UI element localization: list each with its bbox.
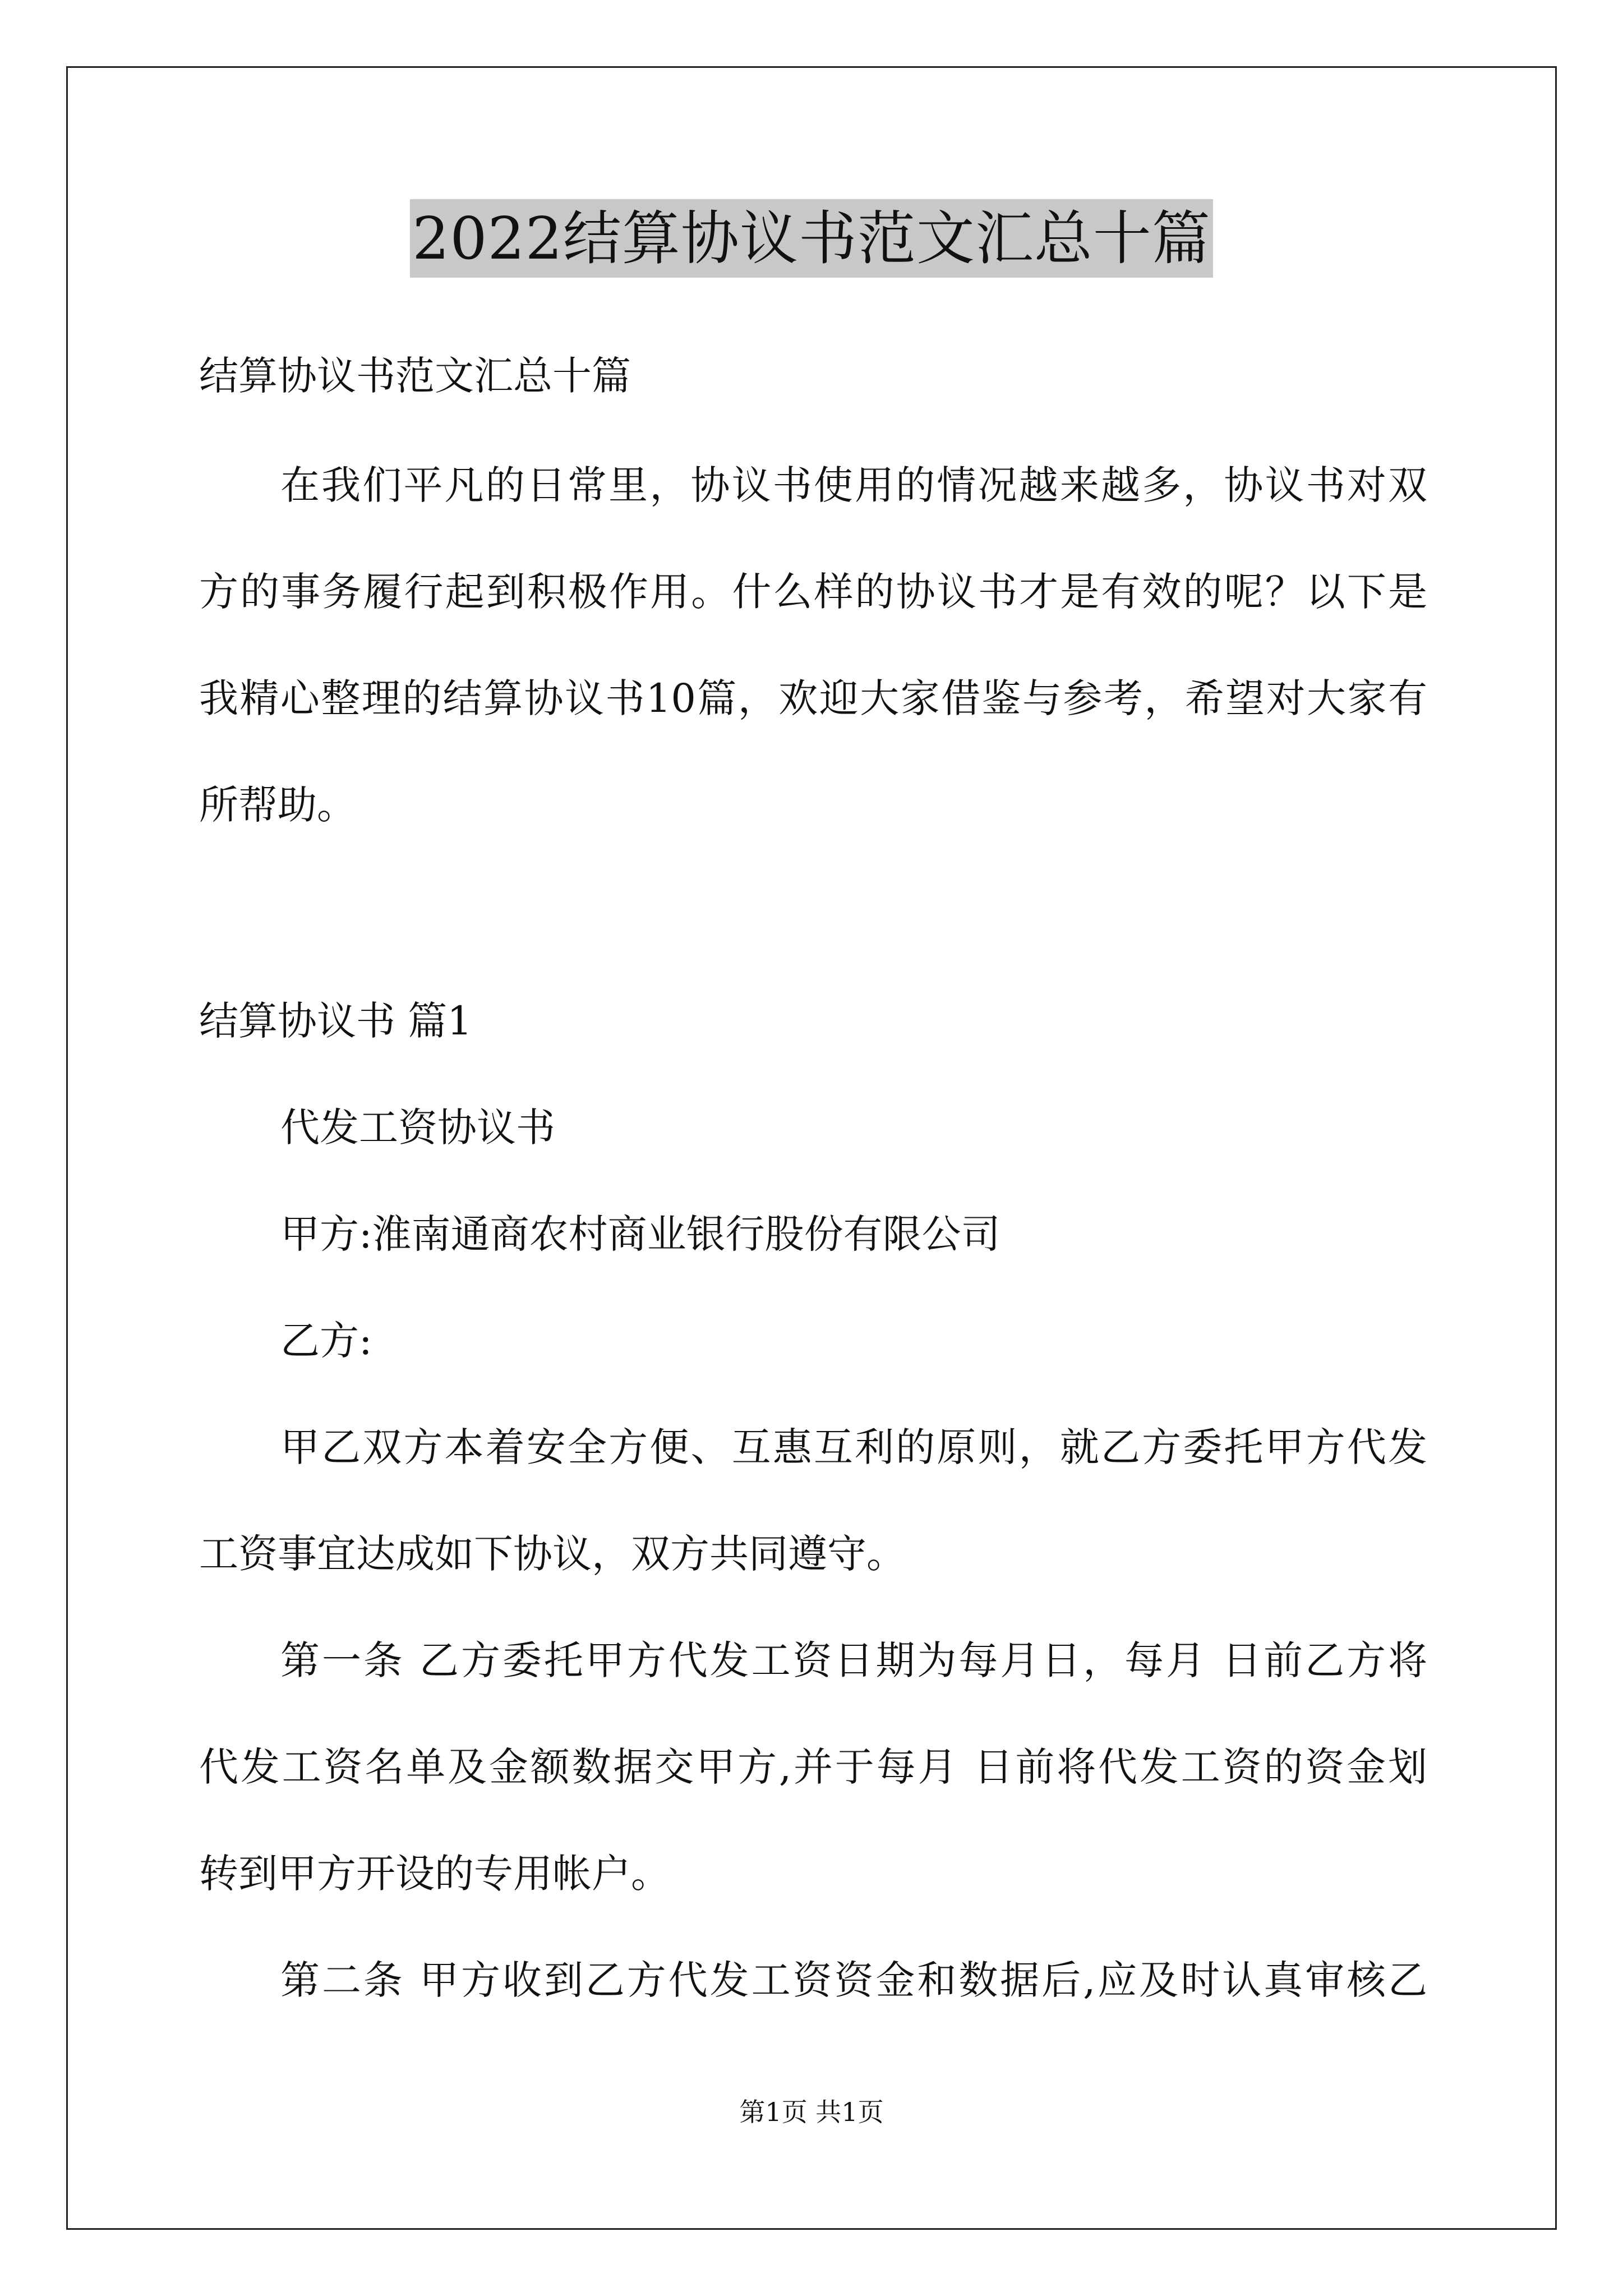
party-a: 甲方:淮南通商农村商业银行股份有限公司 [280,1211,1000,1257]
section-heading: 结算协议书 篇1 [199,998,472,1044]
agreement-title: 代发工资协议书 [280,1105,555,1151]
document-title: 2022结算协议书范文汇总十篇 [410,199,1213,278]
para1-line-1: 甲乙双方本着安全方便、互惠互利的原则，就乙方委托甲方代发 [280,1424,1427,1470]
document-subtitle: 结算协议书范文汇总十篇 [199,353,631,399]
intro-line-2: 方的事务履行起到积极作用。什么样的协议书才是有效的呢？以下是 [199,569,1427,615]
intro-line-1: 在我们平凡的日常里，协议书使用的情况越来越多，协议书对双 [280,462,1427,508]
para3-line-1: 第二条 甲方收到乙方代发工资资金和数据后,应及时认真审核乙 [280,1957,1427,2003]
page-footer: 第1页 共1页 [739,2097,884,2127]
party-b: 乙方: [280,1318,372,1364]
para1-line-2: 工资事宜达成如下协议，双方共同遵守。 [199,1531,906,1577]
para2-line-2: 代发工资名单及金额数据交甲方,并于每月 日前将代发工资的资金划 [199,1744,1427,1790]
para2-line-1: 第一条 乙方委托甲方代发工资日期为每月日，每月 日前乙方将 [280,1637,1427,1683]
document-title-wrap [0,199,1623,278]
intro-line-4: 所帮助。 [199,782,356,828]
para2-line-3: 转到甲方开设的专用帐户。 [199,1851,670,1897]
intro-line-3: 我精心整理的结算协议书10篇，欢迎大家借鉴与参考，希望对大家有 [199,675,1427,721]
